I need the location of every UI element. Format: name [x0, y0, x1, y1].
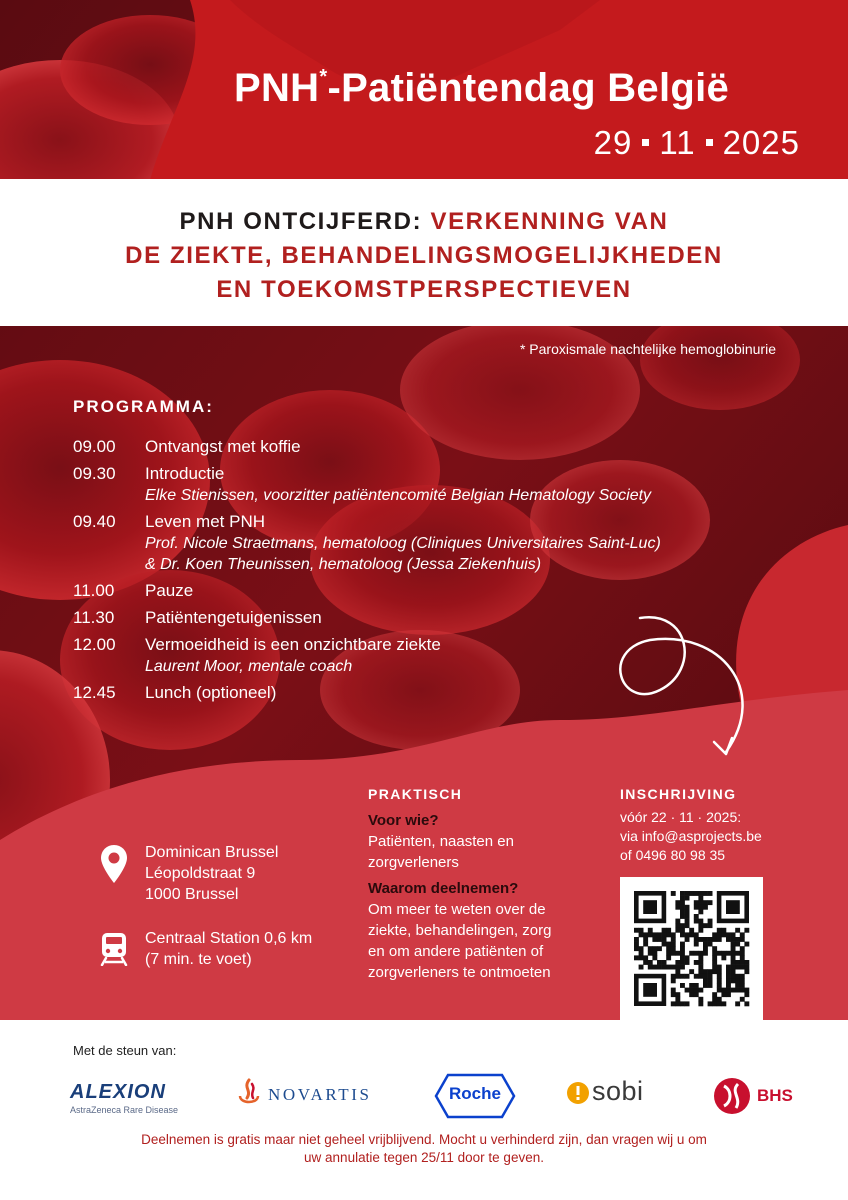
registration-heading: INSCHRIJVING [620, 786, 737, 802]
registration-deadline: vóór 22 · 11 · 2025: [620, 809, 742, 825]
registration-section [620, 786, 820, 865]
programme-time: 12.00 [73, 635, 116, 654]
participation-disclaimer: Deelnemen is gratis maar niet geheel vrijblijvend. Mocht u verhinderd zijn, dan vragen wij u om uw annulatie tegen 25/11 door te geven. [141, 1132, 707, 1165]
venue-city: 1000 Brussel [145, 886, 239, 903]
programme-time: 09.40 [73, 512, 116, 531]
programme-list [73, 436, 813, 709]
date-separator-dot [706, 139, 713, 146]
programme-time: 09.30 [73, 464, 116, 483]
date-separator-dot [642, 139, 649, 146]
location-pin-icon [100, 844, 128, 884]
programme-item [73, 511, 813, 575]
programme-item [73, 682, 813, 704]
sobi-dot-icon [566, 1081, 590, 1105]
practical-answer-why: Om meer te weten over de ziekte, behandelingen, zorg en om andere patiënten of zorgverleners te ontmoeten [368, 901, 552, 981]
programme-heading: PROGRAMMA: [73, 397, 214, 416]
programme-time: 11.00 [73, 581, 115, 600]
alexion-logo: ALEXION AstraZeneca Rare Disease [70, 1081, 179, 1115]
programme-item [73, 634, 813, 677]
train-icon [100, 932, 128, 966]
transport-station: Centraal Station 0,6 km [145, 930, 313, 947]
practical-question-why: Waarom deelnemen? [368, 880, 519, 897]
novartis-logo: NOVARTIS [236, 1078, 396, 1108]
practical-question-who: Voor wie? [368, 812, 439, 829]
programme-time: 11.30 [73, 608, 115, 627]
transport-walk: (7 min. te voet) [145, 951, 252, 968]
event-date: 29 11 2025 [593, 124, 800, 161]
registration-qr-code[interactable] [620, 877, 763, 1020]
programme-item [73, 607, 813, 629]
qr-code-graphic [620, 877, 763, 1020]
venue-name: Dominican Brussel [145, 844, 279, 861]
programme-speaker: Elke Stienissen, voorzitter patiëntencomité Belgian Hematology Society [145, 487, 652, 504]
roche-logo: Roche [434, 1073, 516, 1119]
sponsors-label: Met de steun van: [73, 1043, 177, 1058]
sobi-logo: sobi [566, 1078, 666, 1108]
programme-item [73, 580, 813, 602]
programme-time: 09.00 [73, 437, 116, 456]
programme-time: 12.45 [73, 683, 116, 702]
registration-email[interactable]: via info@asprojects.be [620, 828, 762, 844]
event-subtitle: PNH ONTCIJFERD: VERKENNING VAN DE ZIEKTE, BEHANDELINGSMOGELIJKHEDEN EN TOEKOMSTPERSPECTIEVEN [125, 208, 723, 303]
programme-title: Introductie [145, 464, 225, 483]
page-title: PNH*-Patiëntendag België [234, 65, 730, 110]
programme-title: Vermoeidheid is een onzichtbare ziekte [145, 635, 441, 654]
venue-street: Léopoldstraat 9 [145, 865, 256, 882]
pnh-footnote: * Paroxismale nachtelijke hemoglobinurie [519, 341, 776, 357]
programme-title: Ontvangst met koffie [145, 437, 301, 456]
practical-answer-who: Patiënten, naasten en zorgverleners [368, 833, 514, 871]
practical-section [368, 786, 598, 989]
bhs-logo: BHS [712, 1076, 812, 1116]
registration-phone[interactable]: of 0496 80 98 35 [620, 847, 726, 863]
programme-title: Pauze [145, 581, 194, 600]
programme-speaker: Laurent Moor, mentale coach [145, 658, 353, 675]
bhs-emblem-icon [712, 1076, 752, 1116]
programme-title: Leven met PNH [145, 512, 265, 531]
programme-item [73, 436, 813, 458]
programme-speaker: & Dr. Koen Theunissen, hematoloog (Jessa Ziekenhuis) [145, 556, 542, 573]
programme-title: Lunch (optioneel) [145, 683, 277, 702]
programme-item [73, 463, 813, 506]
programme-speaker: Prof. Nicole Straetmans, hematoloog (Cliniques Universitaires Saint-Luc) [145, 535, 661, 552]
novartis-flame-icon [236, 1078, 262, 1108]
programme-title: Patiëntengetuigenissen [145, 608, 322, 627]
practical-heading: PRAKTISCH [368, 786, 463, 802]
